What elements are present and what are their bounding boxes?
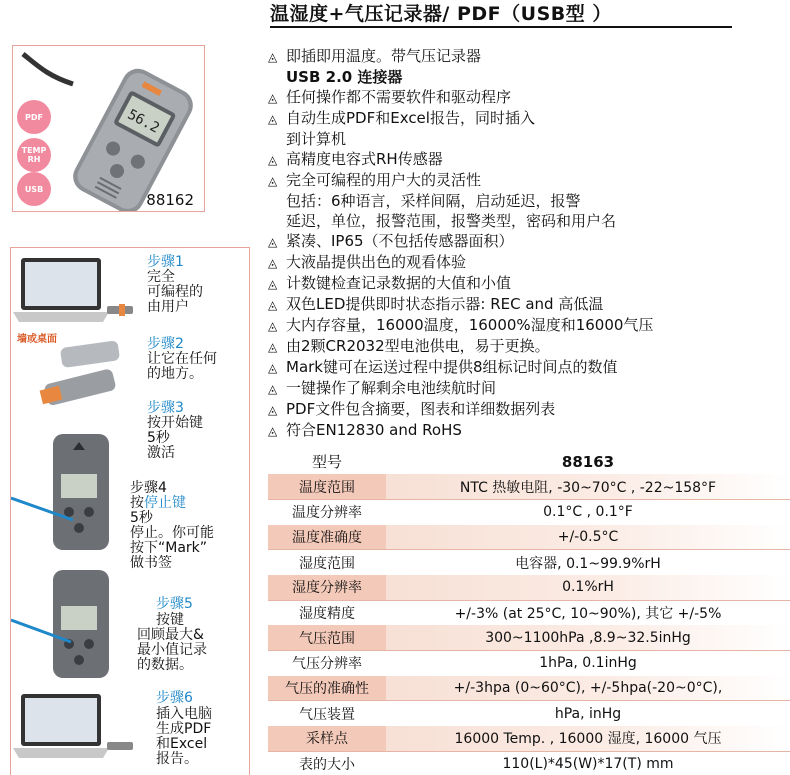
feature-item-cont: 延迟，单位，报警范围，报警类型，密码和用户名 (286, 212, 617, 230)
feature-item: ◬ 一键操作了解剩余电池续航时间 (268, 379, 497, 397)
laptop-icon (13, 258, 133, 322)
step-4-text: 步骤4 按停止键 5秒 停止。你可能 按下“Mark” 做书签 (130, 480, 214, 571)
spec-header-key: 型号 (311, 453, 342, 472)
table-row: 气压装置 hPa, inHg (268, 701, 790, 726)
feature-item: ◬ PDF文件包含摘要，图表和详细数据列表 (268, 400, 556, 418)
spec-header-value: 88163 (561, 452, 615, 471)
product-model-number: 88162 (146, 191, 194, 209)
feature-item: ◬ 任何操作都不需要软件和驱动程序 (268, 88, 512, 106)
warning-triangle-icon: ◬ (268, 112, 278, 126)
feature-item: ◬ 紧凑、IP65（不包括传感器面积） (268, 232, 514, 250)
table-row: 温度准确度 +/-0.5°C (268, 525, 790, 550)
table-row: 湿度分辨率 0.1%rH (268, 575, 790, 600)
feature-item-cont: USB 2.0 连接器 (286, 68, 403, 86)
step-4-heading: 步骤4 (130, 480, 167, 496)
laptop-icon-2 (13, 694, 133, 758)
step-2-text: 让它在任何 的地方。 (147, 351, 217, 382)
page-title: 温湿度+气压记录器/ PDF（USB型 ） (270, 2, 732, 28)
feature-item: ◬ 完全可编程的用户大的灵活性 (268, 171, 482, 189)
table-row: 采样点 16000 Temp. , 16000 湿度, 16000 气压 (268, 726, 790, 751)
warning-triangle-icon: ◬ (268, 174, 278, 188)
warning-triangle-icon: ◬ (268, 256, 278, 270)
warning-triangle-icon: ◬ (268, 319, 278, 333)
logger-front-icon-2 (11, 570, 109, 678)
wall-mount-icon (40, 340, 121, 406)
warning-triangle-icon: ◬ (268, 298, 278, 312)
table-row: 气压分辨率 1hPa, 0.1inHg (268, 651, 790, 676)
feature-item: ◬ 大内存容量，16000温度，16000%湿度和16000气压 (268, 316, 654, 334)
spec-header-row (268, 449, 790, 474)
warning-triangle-icon: ◬ (268, 424, 278, 438)
feature-item-cont: 到计算机 (286, 130, 347, 148)
warning-triangle-icon: ◬ (268, 235, 278, 249)
step-2-heading: 步骤2 (147, 336, 184, 352)
table-row: 湿度范围 电容器, 0.1~99.9%rH (268, 550, 790, 575)
step-6-text: 插入电脑 生成PDF 和Excel 报告。 (156, 706, 212, 767)
warning-triangle-icon: ◬ (268, 91, 278, 105)
feature-item-cont: 包括：6种语言，采样间隔，启动延迟，报警 (286, 192, 581, 210)
product-image-panel (12, 45, 205, 212)
table-row: 气压的准确性 +/-3hpa (0~60°C), +/-5hpa(-20~0°C), (268, 676, 790, 701)
temp-rh-badge: TEMP RH (17, 138, 51, 172)
step-5-text: 按键 回顾最大& 最小值记录 的数据。 (137, 612, 207, 673)
feature-item: ◬ 计数键检查记录数据的大值和小值 (268, 274, 512, 292)
logger-front-icon (11, 434, 109, 550)
warning-triangle-icon: ◬ (268, 361, 278, 375)
feature-list (268, 46, 788, 441)
feature-item: ◬ 双色LED提供即时状态指示器: REC and 高低温 (268, 295, 604, 313)
feature-item: ◬ 大液晶提供出色的观看体验 (268, 253, 467, 271)
step-6-heading: 步骤6 (156, 690, 193, 706)
feature-item: ◬ 即插即用温度。带气压记录器 (268, 47, 482, 65)
feature-item: ◬ 高精度电容式RH传感器 (268, 150, 443, 168)
table-row: 温度范围 NTC 热敏电阻, -30~70°C , -22~158°F (268, 474, 790, 499)
warning-triangle-icon: ◬ (268, 277, 278, 291)
step-1-heading: 步骤1 (147, 254, 184, 270)
warning-triangle-icon: ◬ (268, 382, 278, 396)
feature-item: ◬ Mark键可在运送过程中提供8组标记时间点的数值 (268, 358, 618, 376)
table-row: 温度分辨率 0.1°C , 0.1°F (268, 499, 790, 524)
lcd-value: 56.2 (124, 106, 162, 137)
step-3-text: 按开始键 5秒 激活 (147, 415, 203, 461)
steps-panel (10, 247, 250, 775)
table-row: 表的大小 110(L)*45(W)*17(T) mm (268, 751, 790, 775)
feature-item: ◬ 符合EN12830 and RoHS (268, 421, 462, 439)
table-row: 气压范围 300~1100hPa ,8.9~32.5inHg (268, 625, 790, 650)
pdf-badge: PDF (17, 100, 51, 134)
feature-item: ◬ 自动生成PDF和Excel报告，同时插入 (268, 109, 535, 127)
feature-item: ◬ 由2颗CR2032型电池供电，易于更换。 (268, 337, 550, 355)
wall-or-desk-label: 墙或桌面 (17, 334, 57, 345)
step-5-heading: 步骤5 (156, 596, 193, 612)
warning-triangle-icon: ◬ (268, 153, 278, 167)
warning-triangle-icon: ◬ (268, 50, 278, 64)
warning-triangle-icon: ◬ (268, 340, 278, 354)
step-1-text: 完全 可编程的 由用户 (147, 269, 203, 315)
step-3-heading: 步骤3 (147, 400, 184, 416)
usb-badge: USB (17, 172, 51, 206)
table-row: 湿度精度 +/-3% (at 25°C, 10~90%), 其它 +/-5% (268, 600, 790, 625)
spec-table (268, 449, 790, 775)
warning-triangle-icon: ◬ (268, 403, 278, 417)
